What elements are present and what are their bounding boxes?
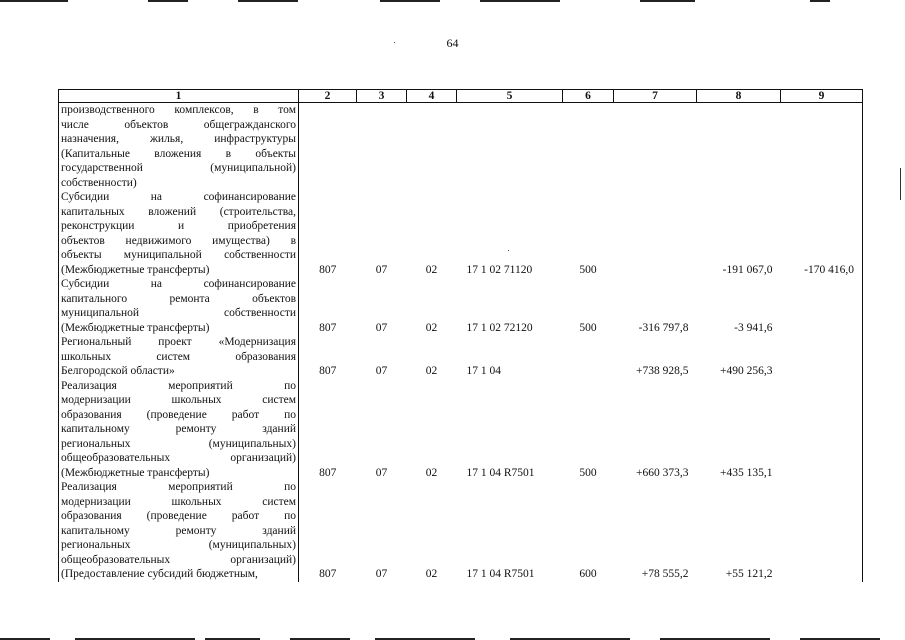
cell-amount-col9 [781,480,863,582]
cell-section: 07 [375,466,388,479]
cell-subsection [407,103,457,191]
scan-artifact-top-3 [238,0,298,2]
cell-amount-col8: -191 067,0 [722,263,773,276]
cell-department: 807 [299,379,357,481]
cell-target-article: 17 1 04 [466,365,501,377]
row-name-line: (Предоставление субсидий бюджетным, [61,568,258,580]
row-name-line: Региональный проект «Модернизация [61,336,296,348]
row-name-line: региональных (муниципальных) [61,539,296,551]
cell-amount-col9: -170 416,0 [781,190,863,277]
cell-amount-col9 [781,103,863,191]
row-name-line: общеобразовательных организаций) [61,452,296,464]
cell-expense-type: 500 [579,466,597,479]
scan-artifact-top-4 [380,0,440,2]
scan-artifact-top-2 [148,0,188,2]
cell-amount-col8 [697,103,781,191]
cell-subsection: 02 [425,365,438,377]
budget-table [58,89,863,582]
cell-expense-type [563,335,614,379]
cell-expense-type: 500 [579,321,597,334]
header-col-6: 6 [563,90,614,103]
row-name-line: школьных систем образования [61,350,296,363]
cell-amount-col8: +435 135,1 [720,466,773,479]
header-col-7: 7 [614,90,697,103]
row-name-line: региональных (муниципальных) [61,437,296,450]
row-name-cell [59,190,299,277]
row-name-line: Субсидии на софинансирование [61,191,296,203]
cell-amount-col7: -316 797,8 [638,321,689,334]
row-name-line: образования (проведение работ по [61,408,296,421]
cell-amount-col9 [781,379,863,481]
row-name-line: образования (проведение работ по [61,510,296,522]
cell-expense-type [563,103,614,191]
table-body [59,103,863,582]
cell-amount-col7: +738 928,5 [636,365,689,377]
header-col-5: 5 [457,90,563,103]
row-name-line: муниципальной собственности [61,307,296,319]
row-name-line: назначения, жилья, инфраструктуры [61,133,296,145]
cell-amount-col7 [614,103,697,191]
cell-subsection: 02 [425,568,438,580]
scan-artifact-top-6 [640,0,695,2]
scan-edge-mark [900,168,901,200]
row-name-cell [59,480,299,582]
scan-artifact-top-5 [480,0,560,2]
row-name-line: капитальному ремонту зданий [61,423,296,435]
row-name-line: модернизации школьных систем [61,394,296,406]
table-row [59,480,863,582]
header-col-8: 8 [697,90,781,103]
cell-target-article [457,103,563,191]
row-name-line: числе объектов общегражданского [61,118,296,131]
row-name-line: производственного комплексов, в том [61,104,296,116]
header-col-2: 2 [299,90,357,103]
cell-target-article: 17 1 02 71120 [466,263,533,276]
cell-amount-col9 [781,335,863,379]
row-name-line: модернизации школьных систем [61,495,296,508]
cell-expense-type: 600 [579,568,597,580]
row-name-line: объекты муниципальной собственности [61,249,296,261]
cell-section: 07 [375,263,388,276]
table-row [59,190,863,277]
cell-target-article: 17 1 04 R7501 [466,466,535,479]
row-name-line: общеобразовательных организаций) [61,553,296,566]
table-header-row [59,90,863,103]
cell-subsection: 02 [425,466,438,479]
row-name-line: (Межбюджетные трансферты) [61,466,210,479]
cell-amount-col7 [614,190,697,277]
row-name-line: (Капитальные вложения в объекты [61,147,296,160]
cell-section [357,103,407,191]
cell-department: 807 [299,335,357,379]
cell-subsection: 02 [425,263,438,276]
row-name-line: (Межбюджетные трансферты) [61,263,210,276]
cell-expense-type: 500 [579,263,597,276]
row-name-line: объектов недвижимого имущества) в [61,234,296,247]
scan-artifact-top-7 [810,0,830,2]
cell-amount-col7: +78 555,2 [641,568,689,580]
cell-section: 07 [375,365,388,377]
cell-target-article: 17 1 04 R7501 [466,568,535,580]
cell-department: 807 [299,277,357,335]
row-name-line: капитальному ремонту зданий [61,524,296,537]
cell-amount-col8: +490 256,3 [720,365,773,377]
cell-section: 07 [375,568,388,580]
header-col-1: 1 [59,90,299,103]
table-row [59,103,863,191]
row-name-line: Субсидии на софинансирование [61,278,296,290]
table-row [59,277,863,335]
row-name-line: собственности) [61,176,137,189]
row-name-line: Белгородской области» [61,365,175,377]
row-name-cell [59,379,299,481]
row-name-cell [59,103,299,191]
cell-section: 07 [375,321,388,334]
cell-department: 807 [299,190,357,277]
row-name-line: капитальных вложений (строительства, [61,205,296,218]
header-col-9: 9 [781,90,863,103]
row-name-line: реконструкции и приобретения [61,220,296,232]
row-name-line: капитального ремонта объектов [61,292,296,305]
scan-speck [394,42,395,43]
table-row [59,379,863,481]
row-name-line: (Межбюджетные трансферты) [61,321,210,334]
header-col-3: 3 [357,90,407,103]
cell-amount-col8: +55 121,2 [725,568,773,580]
scan-artifact-top-1 [0,0,68,2]
page-number: 64 [446,36,459,50]
table-row [59,335,863,379]
cell-amount-col9 [781,277,863,335]
row-name-cell [59,335,299,379]
cell-department: 807 [299,480,357,582]
cell-target-article: 17 1 02 72120 [466,321,533,334]
header-col-4: 4 [407,90,457,103]
row-name-line: Реализация мероприятий по [61,481,296,493]
cell-amount-col8: -3 941,6 [734,321,773,334]
row-name-cell [59,277,299,335]
cell-amount-col7: +660 373,3 [636,466,689,479]
cell-subsection: 02 [425,321,438,334]
cell-department [299,103,357,191]
row-name-line: Реализация мероприятий по [61,379,296,392]
row-name-line: государственной (муниципальной) [61,162,296,174]
